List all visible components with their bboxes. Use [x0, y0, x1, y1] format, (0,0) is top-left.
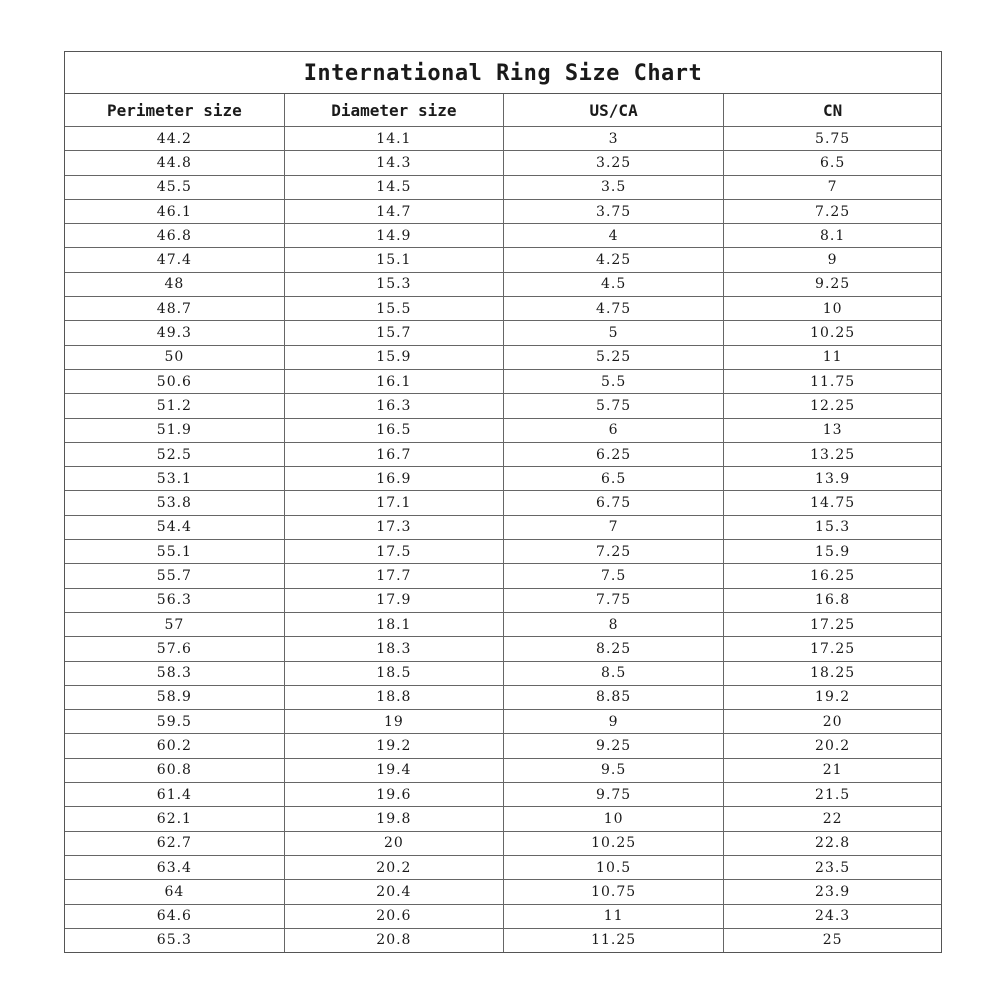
us-ca-cell: 11.25: [504, 928, 724, 952]
diameter-cell: 16.3: [284, 394, 503, 418]
cn-cell: 23.5: [724, 855, 941, 879]
cn-cell: 10.25: [724, 321, 941, 345]
diameter-cell: 18.3: [284, 637, 503, 661]
diameter-cell: 15.1: [284, 248, 503, 272]
table-row: [65, 272, 941, 296]
perimeter-cell: 47.4: [65, 248, 284, 272]
perimeter-cell: 57: [65, 612, 284, 636]
us-ca-cell: 8.25: [504, 637, 724, 661]
perimeter-cell: 63.4: [65, 855, 284, 879]
perimeter-cell: 61.4: [65, 783, 284, 807]
us-ca-cell: 7.5: [504, 564, 724, 588]
table-row: [65, 369, 941, 393]
perimeter-cell: 45.5: [65, 175, 284, 199]
cn-cell: 12.25: [724, 394, 941, 418]
us-ca-cell: 10.25: [504, 831, 724, 855]
us-ca-cell: 6.25: [504, 442, 724, 466]
cn-cell: 15.3: [724, 515, 941, 539]
us-ca-cell: 5.25: [504, 345, 724, 369]
diameter-cell: 16.1: [284, 369, 503, 393]
diameter-cell: 17.3: [284, 515, 503, 539]
diameter-cell: 20.2: [284, 855, 503, 879]
diameter-cell: 19.2: [284, 734, 503, 758]
diameter-cell: 20.8: [284, 928, 503, 952]
cn-cell: 11.75: [724, 369, 941, 393]
table-row: [65, 199, 941, 223]
table-row: [65, 880, 941, 904]
table-row: [65, 661, 941, 685]
diameter-cell: 20: [284, 831, 503, 855]
table-row: [65, 175, 941, 199]
table-row: [65, 418, 941, 442]
table-row: [65, 904, 941, 928]
cn-cell: 20.2: [724, 734, 941, 758]
table-row: [65, 685, 941, 709]
perimeter-cell: 62.7: [65, 831, 284, 855]
ring-size-table: [65, 94, 941, 952]
diameter-cell: 20.4: [284, 880, 503, 904]
diameter-cell: 14.9: [284, 224, 503, 248]
perimeter-cell: 52.5: [65, 442, 284, 466]
cn-cell: 11: [724, 345, 941, 369]
table-row: [65, 151, 941, 175]
table-row: [65, 297, 941, 321]
us-ca-cell: 10.5: [504, 855, 724, 879]
cn-cell: 8.1: [724, 224, 941, 248]
cn-cell: 21: [724, 758, 941, 782]
diameter-cell: 16.9: [284, 467, 503, 491]
diameter-cell: 18.1: [284, 612, 503, 636]
chart-title: International Ring Size Chart: [65, 52, 941, 94]
perimeter-cell: 65.3: [65, 928, 284, 952]
table-row: [65, 442, 941, 466]
us-ca-cell: 10: [504, 807, 724, 831]
perimeter-cell: 48.7: [65, 297, 284, 321]
perimeter-cell: 53.1: [65, 467, 284, 491]
perimeter-cell: 56.3: [65, 588, 284, 612]
table-row: [65, 710, 941, 734]
perimeter-cell: 62.1: [65, 807, 284, 831]
perimeter-cell: 50: [65, 345, 284, 369]
perimeter-cell: 50.6: [65, 369, 284, 393]
perimeter-cell: 60.8: [65, 758, 284, 782]
cn-cell: 22.8: [724, 831, 941, 855]
cn-cell: 17.25: [724, 637, 941, 661]
header-us-ca: US/CA: [504, 94, 724, 127]
table-row: [65, 783, 941, 807]
diameter-cell: 16.5: [284, 418, 503, 442]
perimeter-cell: 55.1: [65, 540, 284, 564]
cn-cell: 19.2: [724, 685, 941, 709]
us-ca-cell: 9.75: [504, 783, 724, 807]
us-ca-cell: 11: [504, 904, 724, 928]
perimeter-cell: 46.8: [65, 224, 284, 248]
table-row: [65, 734, 941, 758]
header-cn: CN: [724, 94, 941, 127]
us-ca-cell: 5: [504, 321, 724, 345]
us-ca-cell: 8.85: [504, 685, 724, 709]
cn-cell: 7.25: [724, 199, 941, 223]
us-ca-cell: 6.75: [504, 491, 724, 515]
perimeter-cell: 44.2: [65, 127, 284, 151]
cn-cell: 21.5: [724, 783, 941, 807]
table-row: [65, 588, 941, 612]
table-row: [65, 807, 941, 831]
cn-cell: 5.75: [724, 127, 941, 151]
table-row: [65, 928, 941, 952]
cn-cell: 18.25: [724, 661, 941, 685]
cn-cell: 16.25: [724, 564, 941, 588]
cn-cell: 9.25: [724, 272, 941, 296]
cn-cell: 10: [724, 297, 941, 321]
table-row: [65, 224, 941, 248]
us-ca-cell: 4.5: [504, 272, 724, 296]
table-row: [65, 345, 941, 369]
us-ca-cell: 6.5: [504, 467, 724, 491]
table-row: [65, 637, 941, 661]
cn-cell: 13.25: [724, 442, 941, 466]
us-ca-cell: 9.25: [504, 734, 724, 758]
cn-cell: 24.3: [724, 904, 941, 928]
diameter-cell: 14.1: [284, 127, 503, 151]
us-ca-cell: 4: [504, 224, 724, 248]
us-ca-cell: 9.5: [504, 758, 724, 782]
diameter-cell: 20.6: [284, 904, 503, 928]
table-row: [65, 491, 941, 515]
cn-cell: 17.25: [724, 612, 941, 636]
us-ca-cell: 10.75: [504, 880, 724, 904]
table-row: [65, 855, 941, 879]
perimeter-cell: 55.7: [65, 564, 284, 588]
diameter-cell: 18.5: [284, 661, 503, 685]
diameter-cell: 14.3: [284, 151, 503, 175]
perimeter-cell: 58.3: [65, 661, 284, 685]
perimeter-cell: 54.4: [65, 515, 284, 539]
table-row: [65, 758, 941, 782]
table-row: [65, 831, 941, 855]
diameter-cell: 14.5: [284, 175, 503, 199]
diameter-cell: 17.5: [284, 540, 503, 564]
perimeter-cell: 64: [65, 880, 284, 904]
cn-cell: 25: [822, 932, 843, 949]
us-ca-cell: 3.5: [504, 175, 724, 199]
table-row: [65, 515, 941, 539]
diameter-cell: 19.4: [284, 758, 503, 782]
perimeter-cell: 44.8: [65, 151, 284, 175]
cn-cell: 13: [724, 418, 941, 442]
diameter-cell: 15.9: [284, 345, 503, 369]
table-row: [65, 127, 941, 151]
diameter-cell: 18.8: [284, 685, 503, 709]
us-ca-cell: 4.75: [504, 297, 724, 321]
perimeter-cell: 46.1: [65, 199, 284, 223]
us-ca-cell: 7: [504, 515, 724, 539]
table-row: [65, 564, 941, 588]
diameter-cell: 19.8: [284, 807, 503, 831]
header-diameter-size: Diameter size: [284, 94, 503, 127]
cn-cell: 20: [724, 710, 941, 734]
diameter-cell: 19.6: [284, 783, 503, 807]
us-ca-cell: 4.25: [504, 248, 724, 272]
header-perimeter-size: Perimeter size: [65, 94, 284, 127]
cn-cell: 22: [724, 807, 941, 831]
perimeter-cell: 64.6: [65, 904, 284, 928]
table-row: [65, 467, 941, 491]
cn-cell: 15.9: [724, 540, 941, 564]
diameter-cell: 15.7: [284, 321, 503, 345]
cn-cell: 6.5: [724, 151, 941, 175]
us-ca-cell: 3.25: [504, 151, 724, 175]
us-ca-cell: 3: [504, 127, 724, 151]
table-row: [65, 321, 941, 345]
perimeter-cell: 51.2: [65, 394, 284, 418]
diameter-cell: 17.1: [284, 491, 503, 515]
us-ca-cell: 8: [504, 612, 724, 636]
diameter-cell: 17.9: [284, 588, 503, 612]
ring-size-chart: [64, 51, 942, 953]
perimeter-cell: 49.3: [65, 321, 284, 345]
perimeter-cell: 60.2: [65, 734, 284, 758]
table-row: [65, 394, 941, 418]
us-ca-cell: 5.5: [504, 369, 724, 393]
header-row: [65, 94, 941, 127]
perimeter-cell: 58.9: [65, 685, 284, 709]
diameter-cell: 19: [284, 710, 503, 734]
us-ca-cell: 3.75: [504, 199, 724, 223]
us-ca-cell: 9: [504, 710, 724, 734]
perimeter-cell: 48: [65, 272, 284, 296]
diameter-cell: 16.7: [284, 442, 503, 466]
cn-cell: 9: [724, 248, 941, 272]
us-ca-cell: 5.75: [504, 394, 724, 418]
diameter-cell: 17.7: [284, 564, 503, 588]
table-body: [65, 127, 941, 953]
table-row: [65, 612, 941, 636]
perimeter-cell: 51.9: [65, 418, 284, 442]
table-row: [65, 248, 941, 272]
cn-cell: 23.9: [724, 880, 941, 904]
us-ca-cell: 7.25: [504, 540, 724, 564]
us-ca-cell: 8.5: [504, 661, 724, 685]
perimeter-cell: 57.6: [65, 637, 284, 661]
cn-cell: 7: [724, 175, 941, 199]
diameter-cell: 14.7: [284, 199, 503, 223]
cn-cell: 14.75: [724, 491, 941, 515]
diameter-cell: 15.5: [284, 297, 503, 321]
cn-cell: 13.9: [724, 467, 941, 491]
table-row: [65, 540, 941, 564]
perimeter-cell: 53.8: [65, 491, 284, 515]
perimeter-cell: 59.5: [65, 710, 284, 734]
us-ca-cell: 7.75: [504, 588, 724, 612]
us-ca-cell: 6: [504, 418, 724, 442]
diameter-cell: 15.3: [284, 272, 503, 296]
cn-cell: 16.8: [724, 588, 941, 612]
